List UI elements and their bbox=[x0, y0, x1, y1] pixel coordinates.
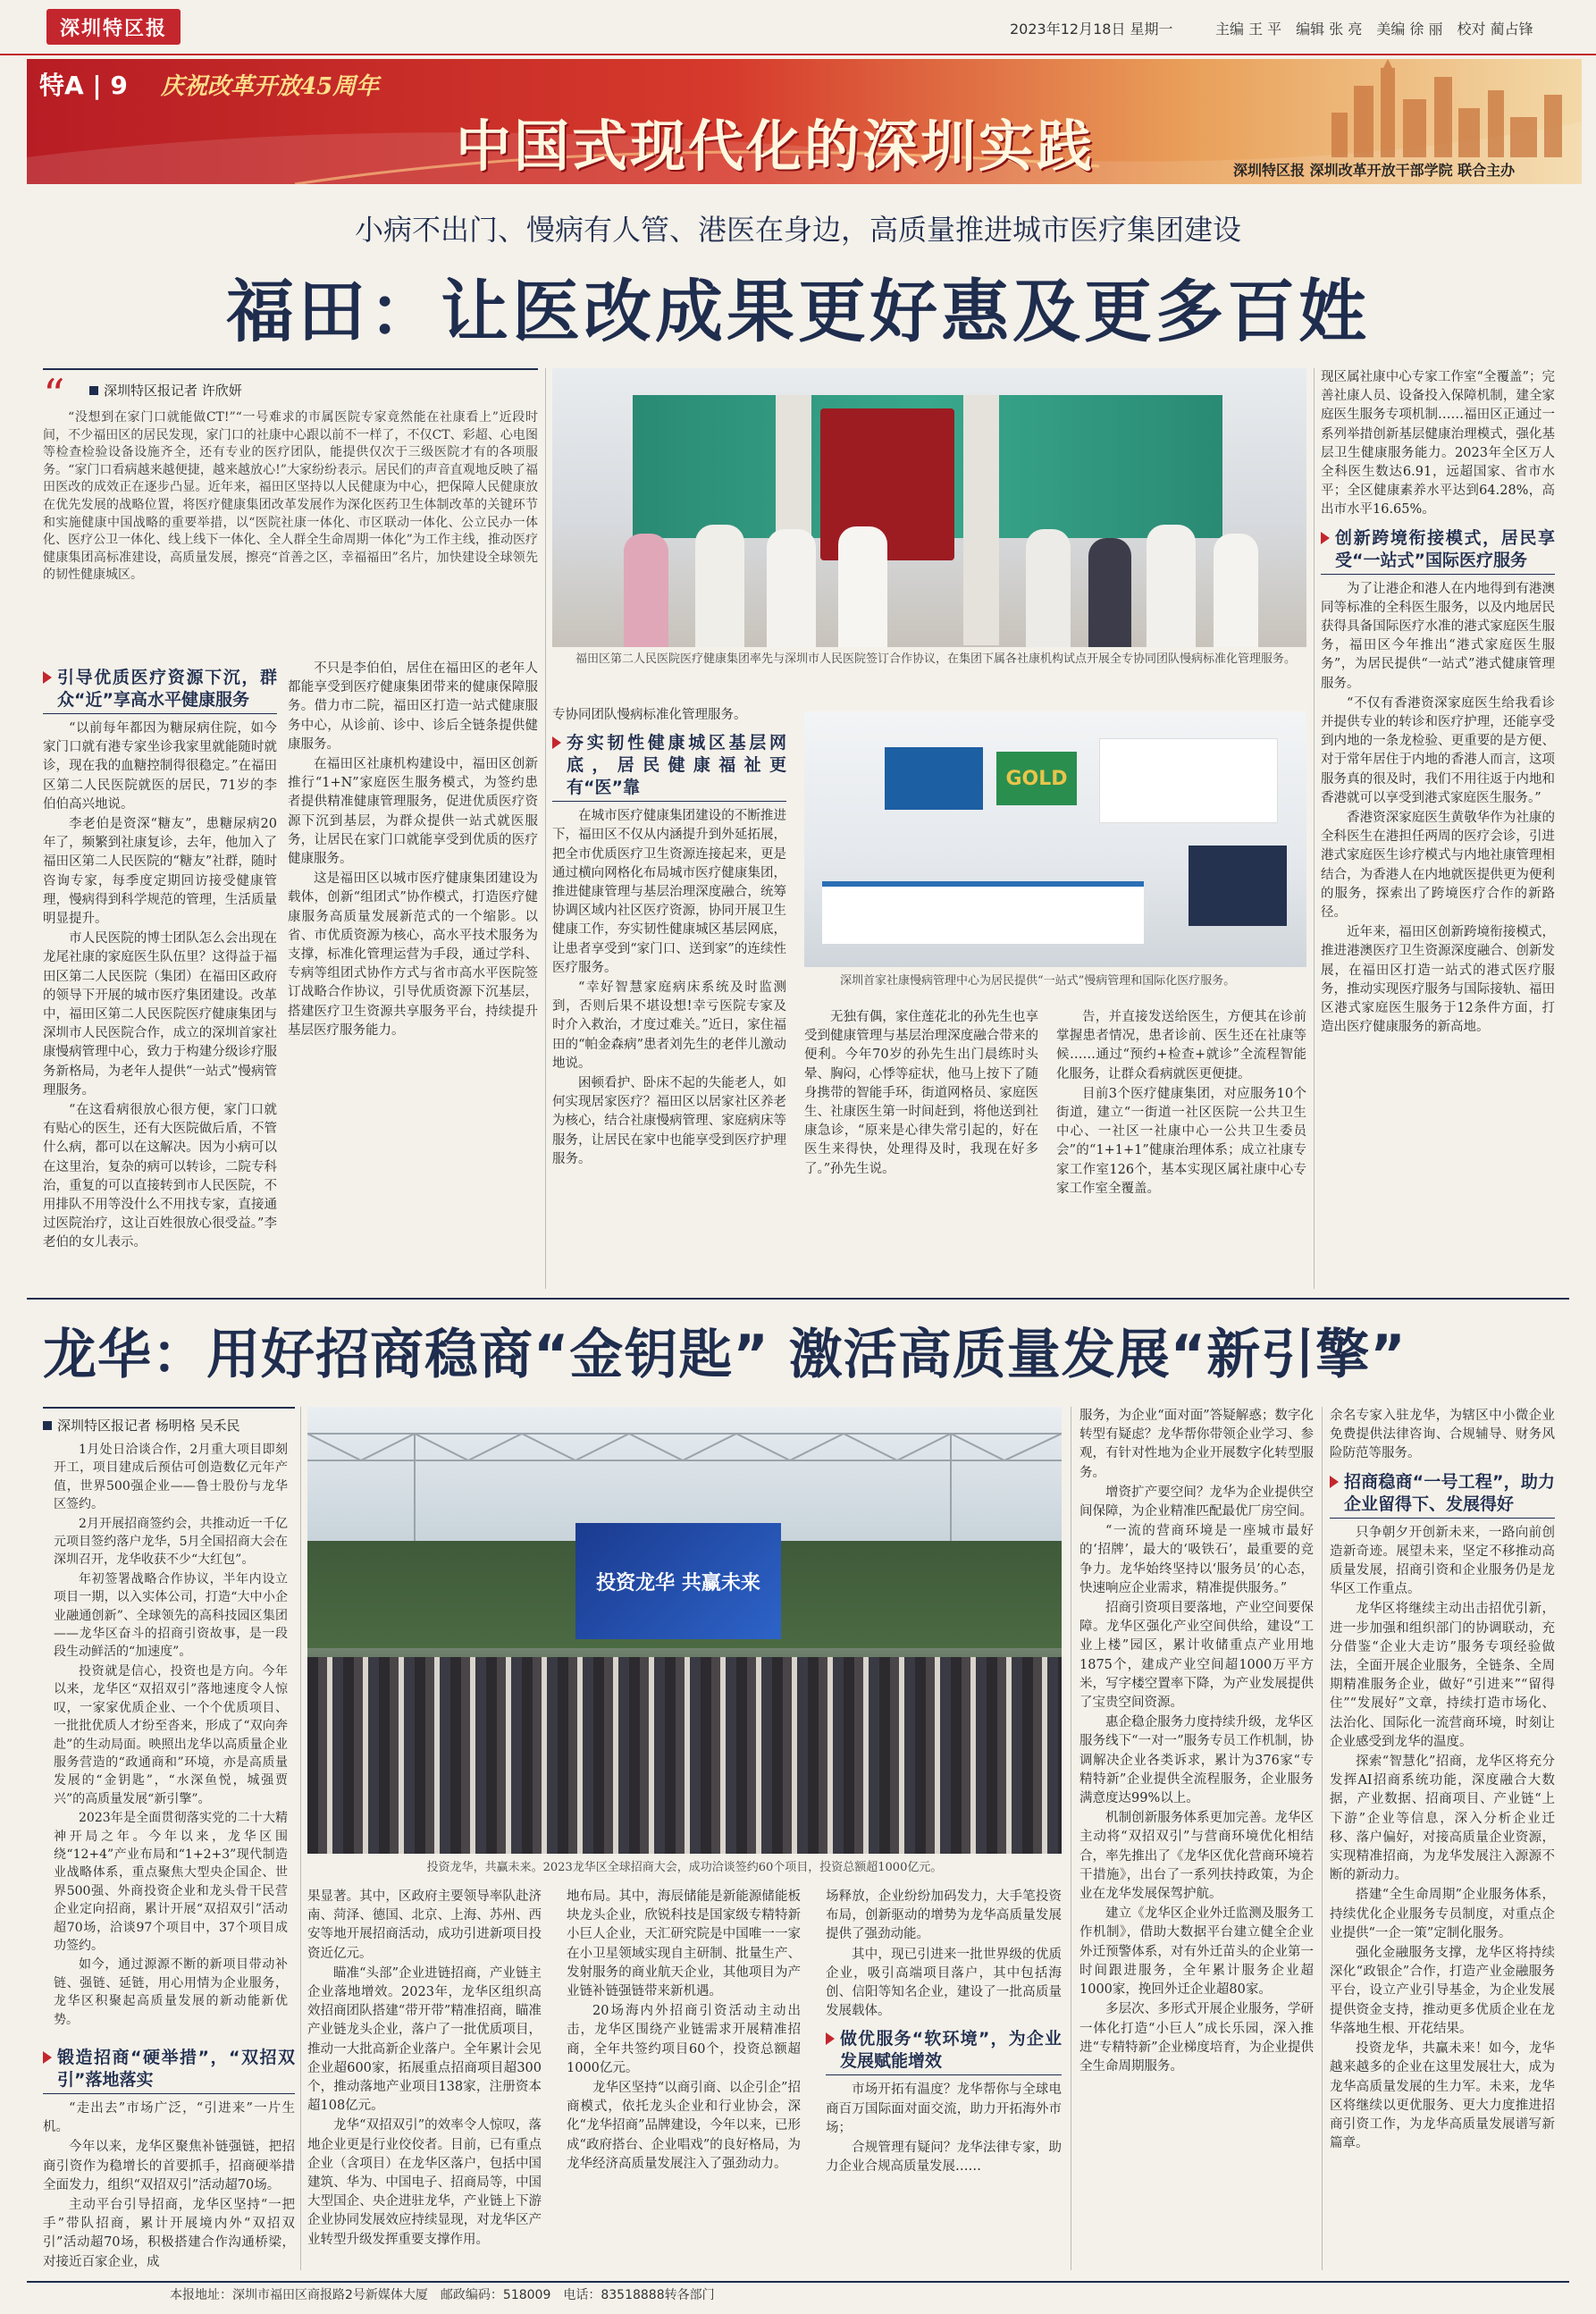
paragraph: 龙华区坚持“以商引商、以企引企”招商模式，依托龙头企业和行业协会，深化“龙华招商”品牌建设，今年以来，已形成“政府搭台、企业唱戏”的良好格局，为龙华经济高质量发展注入了强劲动力。 bbox=[567, 2081, 801, 2171]
paragraph: 搭建“全生命周期”企业服务体系，持续优化企业服务专员制度，对重点企业提供“一企一策”定制化服务。 bbox=[1330, 1888, 1555, 1940]
story1-subhead-2: 夯实韧性健康城区基层网底，居民健康福祉更有“医”靠 bbox=[552, 732, 786, 802]
celebration-slogan: 庆祝改革开放45周年 bbox=[161, 73, 380, 100]
paragraph: 投资龙华，共赢未来！如今，龙华越来越多的企业在这里发展壮大，成为龙华高质量发展的生力军。未来，龙华区将继续以更优服务、更大力度推进招商引资工作，为龙华高质量发展谱写新篇章。 bbox=[1330, 2041, 1555, 2151]
paragraph: 在城市医疗健康集团建设的不断推进下，福田区不仅从内涵提升到外延拓展，把全市优质医疗卫生资源连接起来，更是通过横向网格化布局城市医疗健康集团，推进健康管理与基层治理深度融合，统筹协调区域内社区医疗资源，协同开展卫生健康工作，夯实韧性健康城区基层网底，让患者享受到“家门口、送到家”的连续性医疗服务。 bbox=[552, 809, 786, 975]
organizers: 深圳特区报 深圳改革开放干部学院 联合主办 bbox=[1233, 162, 1516, 179]
story1-headline: 福田：让医改成果更好惠及更多百姓 bbox=[226, 272, 1370, 351]
paragraph: 龙华“双招双引”的效率令人惊叹，落地企业更是行业佼佼者。目前，已有重点企业（含项目）在龙华区落户，包括中国建筑、华为、中国电子、招商局等，中国大型国企、央企进驻龙华，产业链上下游企业协同发展效应持续显现，对龙华区产业转型升级发挥重要支撑作用。 bbox=[307, 2118, 542, 2247]
paragraph: 合规管理有疑问？龙华法律专家，助力企业合规高质量发展…… bbox=[826, 2141, 1062, 2175]
paragraph: 年初签署战略合作协议，半年内设立项目一期，以入实体公司，打造“大中小企业融通创新”、全球领先的高科技园区集团——龙华区奋斗的招商引资故事，是一段段生动鲜活的“加速度”。 bbox=[54, 1571, 288, 1660]
story2-byline-text: 深圳特区报记者 杨明格 吴禾民 bbox=[57, 1418, 240, 1434]
photo-stage-screen bbox=[575, 1523, 781, 1639]
photo-wall-gold: GOLD bbox=[996, 752, 1077, 805]
byline-marker-icon bbox=[43, 1421, 52, 1430]
paragraph: 惠企稳企服务力度持续升级，龙华区服务线下“一对一”服务专员工作机制，协调解决企业各类诉求，累计为376家“专精特新”企业提供全流程服务，企业服务满意度达99%以上。 bbox=[1079, 1715, 1314, 1806]
story2-headline: 龙华：用好招商稳商“金钥匙” 激活高质量发展“新引擎” bbox=[43, 1324, 1407, 1386]
column-rule bbox=[1322, 1407, 1323, 2270]
paragraph: 告，并直接发送给医生，方便其在诊前掌握患者情况，患者诊前、医生还在社康等候……通过“预约+检查+就诊”全流程智能化服务，让群众看病就医更便捷。 bbox=[1056, 1010, 1306, 1081]
photo-wall-sign bbox=[885, 747, 983, 810]
story1-column-1 bbox=[43, 660, 277, 1287]
masthead-topbar bbox=[0, 0, 1596, 55]
story2-column-2 bbox=[307, 1888, 542, 2270]
paragraph: “在这看病很放心很方便，家门口就有贴心的医生，还有大医院做后盾，不管什么病，都可以在这解决。因为小病可以在这里治，复杂的病可以转诊，二院专科治，重复的可以直接转到市人民医院，不用排队不用等没什么不用找专家，直接通过医院治疗，这让百姓很放心很受益。”李老伯的女儿表示。 bbox=[43, 1103, 277, 1250]
paragraph: 增资扩产要空间？龙华为企业提供空间保障，为企业精准匹配最优厂房空间。 bbox=[1079, 1485, 1314, 1519]
paragraph: 服务，为企业“面对面”答疑解惑；数字化转型有疑虑？龙华帮你带领企业学习、参观，有针对性地为企业开展数字化转型服务。 bbox=[1079, 1409, 1314, 1480]
photo-reception-desk bbox=[822, 881, 1144, 944]
paragraph: 探索“智慧化”招商，龙华区将充分发挥AI招商系统功能，深度融合大数据，产业数据、招商项目、产业链“上下游”企业等信息，深入分析企业迁移、落户偏好，对接高质量企业资源，实现精准招商，为龙华发展注入源源不断的新动力。 bbox=[1330, 1754, 1555, 1883]
paragraph: “不仅有香港资深家庭医生给我看诊并提供专业的转诊和医疗护理，还能享受到内地的一条龙检验、更重要的是方便、对于常年居住于内地的香港人而言，这项服务真的很及时，我们不用往返于内地和香港就可以享受到港式家庭医生服务。” bbox=[1321, 695, 1555, 805]
byline-marker-icon bbox=[89, 386, 98, 395]
paragraph: 主动平台引导招商，龙华区坚持“一把手”带队招商，累计开展境内外“双招双引”活动超70场，积极搭建合作沟通桥梁，对接近百家企业，成 bbox=[43, 2198, 295, 2269]
story2-photo-caption: 投资龙华，共赢未来。2023龙华区全球招商大会，成功洽谈签约60个项目，投资总额超1000亿元。 bbox=[426, 1861, 943, 1874]
paragraph: 无独有偶，家住莲花北的孙先生也享受到健康管理与基层治理深度融合带来的便利。今年70岁的孙先生出门晨练时头晕、胸闷，心悸等症状，他马上按下了随身携带的智能手环，街道网格员、家庭医生、社康医生第一时间赶到，将他送到社康急诊，“原来是心律失常引起的，好在医生来得快，处理得及时，我现在好多了。”孙先生说。 bbox=[804, 1010, 1038, 1176]
paragraph: 不只是李伯伯，居住在福田区的老年人都能享受到医疗健康集团带来的健康保障服务。借力市二院，福田区打造一站式健康服务中心，从诊前、诊中、诊后全链条提供健康服务。 bbox=[288, 661, 538, 752]
story2-column-5 bbox=[1079, 1407, 1314, 2270]
paragraph: 1月处日洽谈合作，2月重大项目即刻开工，项目建成后预估可创造数亿元年产值，世界500强企业——鲁士股份与龙华区签约。 bbox=[54, 1443, 288, 1512]
paragraph: 近年来，福田区创新跨境衔接模式，推进港澳医疗卫生资源深度融合、创新发展，在福田区打造一站式的港式医疗服务，推动实现医疗服务与国际接轨、福田区港式家庭医生服务于12条件方面，打造出医疗健康服务的新高地。 bbox=[1321, 925, 1555, 1035]
paragraph: 机制创新服务体系更加完善。龙华区主动将“双招双引”与营商环境优化相结合，率先推出了《龙华区优化营商环境若干措施》，出台了一系列扶持政策，为企业在龙华发展保驾护航。 bbox=[1079, 1811, 1314, 1902]
paragraph: “一流的营商环境是一座城市最好的‘招牌’，最大的‘吸铁石’，最重要的竞争力。龙华始终坚持以‘服务员’的心态，快速响应企业需求，精准提供服务。” bbox=[1079, 1524, 1314, 1595]
paragraph: 市场开拓有温度？龙华帮你与全球电商百万国际面对面交流，助力开拓海外市场； bbox=[826, 2083, 1062, 2135]
paragraph: 为了让港企和港人在内地得到有港澳同等标准的全科医生服务，以及内地居民获得具备国际医疗水准的港式家庭医生服务，福田区今年推出“港式家庭医生服务”，为居民提供“一站式”港式健康管理服务。 bbox=[1321, 581, 1555, 691]
story1-lead: “没想到在家门口就能做CT!”“一号难求的市属医院专家竟然能在社康看上”近段时间，不少福田区的居民发现，家门口的社康中心跟以前不一样了，不仅CT、彩超、心电图等检查检验设备设施齐全，还有专业的医疗团队，能提供仅次于三级医院才有的各项服务。“家门口看病越来越便捷，越来越放心!”大家纷纷表示。居民们的声音直观地反映了福田医改的成效正在逐步凸显。近年来，福田区坚持以人民健康为中心，把保障人民健康放在优先发展的战略位置，将医疗健康集团改革发展作为深化医药卫生体制改革的关键环节和实施健康中国战略的重要举措，以“医院社康一体化、市区联动一体化、公立民办一体化、医疗公卫一体化、线上线下一体化、全人群全生命周期一体化”为工作主线，推动医疗健康集团高标准建设，高质量发展，擦亮“首善之区，幸福福田”名片，加快建设全球领先的韧性健康城区。 bbox=[43, 410, 538, 583]
paragraph: 余名专家入驻龙华，为辖区中小微企业免费提供法律咨询、合规辅导、财务风险防范等服务。 bbox=[1330, 1409, 1555, 1461]
paragraph: 只争朝夕开创新未来，一路向前创造新奇迹。展望未来，坚定不移推动高质量发展，招商引资和企业服务仍是龙华区工作重点。 bbox=[1330, 1525, 1555, 1597]
paper-name: 深圳特区报 bbox=[59, 16, 167, 40]
story2-column-4 bbox=[826, 1888, 1062, 2270]
paragraph: 地布局。其中，海辰储能是新能源储能板块龙头企业，欣锐科技是国家级专精特新小巨人企业，天汇研究院是中国唯一一家在小卫星领域实现自主研制、批量生产、发射服务的商业航天企业，其他项目为产业链补链强链带来新机遇。 bbox=[567, 1889, 801, 1999]
photo-people-row bbox=[606, 516, 1267, 647]
paragraph: “走出去”市场广泛，“引进来”一片生机。 bbox=[43, 2101, 295, 2135]
page-tag: 特A | 9 bbox=[39, 71, 128, 100]
paragraph: 投资就是信心，投资也是方向。今年以来，龙华区“双招双引”落地速度令人惊叹，一家家优质企业、一个个优质项目、一批批优质人才纷至沓来，形成了“双向奔赴”的生动局面。映照出龙华以高质量企业服务营造的“政通商和”环境，亦是高质量发展的“金钥匙”，“水深鱼悦，城强贾兴”的高质量发展“新引擎”。 bbox=[54, 1663, 288, 1806]
story2-subhead-b: 做优服务“软环境”，为企业发展赋能增效 bbox=[826, 2028, 1062, 2075]
story2-column-6 bbox=[1330, 1407, 1555, 2270]
paragraph: 2023年是全面贯彻落实党的二十大精神开局之年。今年以来，龙华区围绕“12+4”产业布局和“1+2+3”现代制造业战略体系，重点聚焦大型央企国企、世界500强、外商投资企业和龙头骨干民营企业定向招商，累计开展“双招双引”活动超70场，洽谈97个项目中，37个项目成功签约。 bbox=[54, 1811, 288, 1953]
stage-screen-text: 投资龙华 共赢未来 bbox=[596, 1571, 760, 1595]
photo-wall-banner bbox=[1099, 738, 1278, 823]
story1-column-6 bbox=[1321, 368, 1555, 1287]
paragraph: 市人民医院的博士团队怎么会出现在龙尾社康的家庭医生队伍里？这得益于福田区第二人民医院（集团）在福田区政府的领导下开展的城市医疗集团建设。改革中，福田区第二人民医院医疗健康集团与深圳市人民医院合作，成立的深圳首家社康慢病管理中心，致力于构建分级诊疗服务新格局，为老年人提供“一站式”慢病管理服务。 bbox=[43, 931, 277, 1098]
story1-photo-signing bbox=[552, 368, 1306, 647]
paragraph: 香港资深家庭医生黄敬华作为社康的全科医生在港担任两周的医疗会诊，引进港式家庭医生诊疗模式与内地社康管理相结合，为香港人在内地就医提供更为便利的服务，探索出了跨境医疗合作的新路径。 bbox=[1321, 811, 1555, 921]
paragraph: 建立《龙华区企业外迁监测及服务工作机制》，借助大数据平台建立健全企业外迁预警体系，对有外迁苗头的企业第一时间跟进服务，全年累计服务企业超1000家，挽回外迁企业超80家。 bbox=[1079, 1906, 1314, 1998]
section-divider bbox=[27, 1298, 1569, 1300]
story1-column-2 bbox=[288, 660, 538, 1287]
story2-subhead-a: 锻造招商“硬举措”，“双招双引”落地落实 bbox=[43, 2047, 295, 2094]
story1-lead-box bbox=[43, 368, 538, 654]
paragraph: 龙华区将继续主动出击招优引新，进一步加强和组织部门的协调联动，充分借鉴“企业大走访”服务专项经验做法，全面开展企业服务，全链条、全周期精准服务企业，做好“引进来”“留得住”“发展好”文章，持续打造市场化、法治化、国际化一流营商环境，时刻让企业感受到龙华的温度。 bbox=[1330, 1602, 1555, 1749]
story1-column-5 bbox=[1056, 1008, 1306, 1287]
footer-bar bbox=[27, 2281, 1569, 2306]
paragraph: 目前3个医疗健康集团，对应服务10个街道，建立“一街道一社区医院一公共卫生中心、一社区一社康中心一公共卫生委员会”的“1+1+1”健康治理体系；成立社康专家工作室126个，基本实现区属社康中心专家工作室全覆盖。 bbox=[1056, 1086, 1306, 1196]
quote-icon: “ bbox=[43, 370, 65, 420]
skyline-icon bbox=[1314, 59, 1582, 157]
story1-column-3 bbox=[552, 706, 786, 1287]
paragraph: 多层次、多形式开展企业服务，学研一体化打造“小巨人”成长乐园，深入推进“专精特新”企业梯度培育，为企业提供全生命周期服务。 bbox=[1079, 2002, 1314, 2074]
story1-subhead-3: 创新跨境衔接模式，居民享受“一站式”国际医疗服务 bbox=[1321, 527, 1555, 575]
paragraph: 强化金融服务支撑，龙华区将持续深化“政银企”合作，打造产业金融服务平台，设立产业引导基金，为企业发展提供资金支持，推动更多优质企业在龙华落地生根、开花结果。 bbox=[1330, 1946, 1555, 2036]
staff-credits: 主编 王 平 编辑 张 亮 美编 徐 丽 校对 蔺占锋 bbox=[1215, 21, 1533, 38]
paragraph: 其中，现已引进来一批世界级的优质企业，吸引高端项目落户，其中包括海创、信阳等知名企业，建设了一批高质量发展载体。 bbox=[826, 1947, 1062, 2019]
paragraph: 招商引资项目要落地，产业空间要保障。龙华区强化产业空间供给，建设“工业上楼”园区，累计收储重点产业用地1875个，建成产业空间超1000万平方米，写字楼空置率下降，为产业发展提供了宝贵空间资源。 bbox=[1079, 1601, 1314, 1711]
story1-byline bbox=[89, 381, 242, 400]
paragraph: 在福田区社康机构建设中，福田区创新推行“1+N”家庭医生服务模式，为签约患者提供精准健康管理服务，促进优质医疗资源下沉到基层，为群众提供一站式就医服务，让居民在家门口就能享受到优质的医疗健康服务。 bbox=[288, 757, 538, 867]
story2-column-1-bottom bbox=[43, 2040, 295, 2270]
paragraph: 今年以来，龙华区聚焦补链强链，把招商引资作为稳增长的首要抓手，招商硬举措全面发力，组织“双招双引”活动超70场。 bbox=[43, 2140, 295, 2192]
story1-column-4 bbox=[804, 1008, 1038, 1287]
footer-text: 本报地址：深圳市福田区商报路2号新媒体大厦 邮政编码：518009 电话：83518888转各部门 bbox=[170, 2288, 715, 2302]
story2-byline bbox=[43, 1407, 295, 1435]
column-rule bbox=[300, 1407, 301, 2270]
paragraph: 李老伯是资深“糖友”，患糖尿病20年了，频繁到社康复诊，去年，他加入了福田区第二人民医院的“糖友”社群，随时咨询专家，每季度定期回访接受健康管理，慢病得到科学规范的管理，生活质量明显提升。 bbox=[43, 817, 277, 927]
photo-screen bbox=[1189, 846, 1287, 926]
paragraph: “以前每年都因为糖尿病住院，如今家门口就有港专家坐诊我家里就能随时就诊，现在我的血糖控制得很稳定。”在福田区第二人民医院就医的居民，71岁的李伯伯高兴地说。 bbox=[43, 721, 277, 812]
story1-photo1-caption: 福田区第二人民医院医疗健康集团率先与深圳市人民医院签订合作协议，在集团下属各社康机构试点开展全专协同团队慢病标准化管理服务。 bbox=[575, 652, 1297, 666]
story2-column-1 bbox=[54, 1441, 288, 2038]
paragraph: 瞄准“头部”企业进链招商，产业链主企业落地增效。2023年，龙华区组织高效招商团队搭建“带开带”精准招商，瞄准产业链龙头企业，落户了一批优质项目，推动一大批高新企业落户。全年累计会见企业超600家，拓展重点招商项目超300个，推动落地产业项目138家，注册资本超108亿元。 bbox=[307, 1965, 542, 2114]
story2-column-3 bbox=[567, 1888, 801, 2270]
paragraph: 20场海内外招商引资活动主动出击，龙华区围绕产业链需求开展精准招商，全年共签约项目60个，投资总额超1000亿元。 bbox=[567, 2004, 801, 2075]
paragraph: 2月开展招商签约会，共推动近一千亿元项目签约落户龙华，5月全国招商大会在深圳召开，龙华收获不少“大红包”。 bbox=[54, 1516, 288, 1568]
story2-photo-conference bbox=[307, 1407, 1062, 1854]
banner-title: 中国式现代化的深圳实践 bbox=[456, 114, 1096, 179]
photo-audience bbox=[307, 1657, 1062, 1854]
story1-photo-clinic bbox=[804, 711, 1306, 967]
issue-date: 2023年12月18日 星期一 bbox=[1010, 21, 1173, 38]
column-rule bbox=[1314, 368, 1315, 1289]
column-rule bbox=[545, 368, 546, 1289]
paragraph: 如今，通过源源不断的新项目带动补链、强链、延链，用心用情为企业服务，龙华区积聚起高质量发展的新动能新优势。 bbox=[54, 1957, 288, 2027]
story2-subhead-c: 招商稳商“一号工程”，助力企业留得下、发展得好 bbox=[1330, 1471, 1555, 1519]
paragraph: 这是福田区以城市医疗健康集团建设为载体，创新“组团式”协作模式，打造医疗健康服务高质量发展新范式的一个缩影。以省、市优质资源为核心，高水平技术服务为支撑，标准化管理运营为手段，通过学科、专病等组团式协作方式与省市高水平医院签订战略合作协议，引导优质资源下沉基层，搭建医疗卫生资源共享服务平台，持续提升基层医疗服务能力。 bbox=[288, 871, 538, 1038]
story1-kicker: 小病不出门、慢病有人管、港医在身边，高质量推进城市医疗集团建设 bbox=[354, 213, 1241, 247]
paragraph: 困顿看护、卧床不起的失能老人，如何实现居家医疗？福田区以居家社区养老为核心，结合社康慢病管理、家庭病床等服务，让居民在家中也能享受到医疗护理服务。 bbox=[552, 1076, 786, 1166]
paragraph: “幸好智慧家庭病床系统及时监测到，否则后果不堪设想!幸亏医院专家及时介入救治，才度过难关。”近日，家住福田的“帕金森病”患者刘先生的老伴儿激动地说。 bbox=[552, 980, 786, 1071]
story1-photo2-caption: 深圳首家社康慢病管理中心为居民提供“一站式”慢病管理和国际化医疗服务。 bbox=[840, 974, 1236, 988]
story1-subhead-1: 引导优质医疗资源下沉，群众“近”享高水平健康服务 bbox=[43, 667, 277, 714]
paper-logo bbox=[46, 9, 181, 45]
story1-byline-text: 深圳特区报记者 许欣妍 bbox=[104, 383, 242, 399]
paragraph: 现区属社康中心专家工作室“全覆盖”；完善社康人员、设备投入保障机制，建全家庭医生服务专项机制……福田区正通过一系列举措创新基层健康治理模式，强化基层卫生健康服务能力。2023年全区万人全科医生数达6.91，远超国家、省市水平；全区健康素养水平达到64.28%，高出市水平16.65%。 bbox=[1321, 370, 1555, 517]
paragraph-continued: 专协同团队慢病标准化管理服务。 bbox=[552, 708, 747, 722]
paragraph: 果显著。其中，区政府主要领导率队赴济南、菏泽、德国、北京、上海、苏州、西安等地开展招商活动，成功引进新项目投资近亿元。 bbox=[307, 1889, 542, 1961]
paragraph: 场释放，企业纷纷加码发力，大手笔投资布局，创新驱动的增势为龙华高质量发展提供了强劲动能。 bbox=[826, 1889, 1062, 1942]
